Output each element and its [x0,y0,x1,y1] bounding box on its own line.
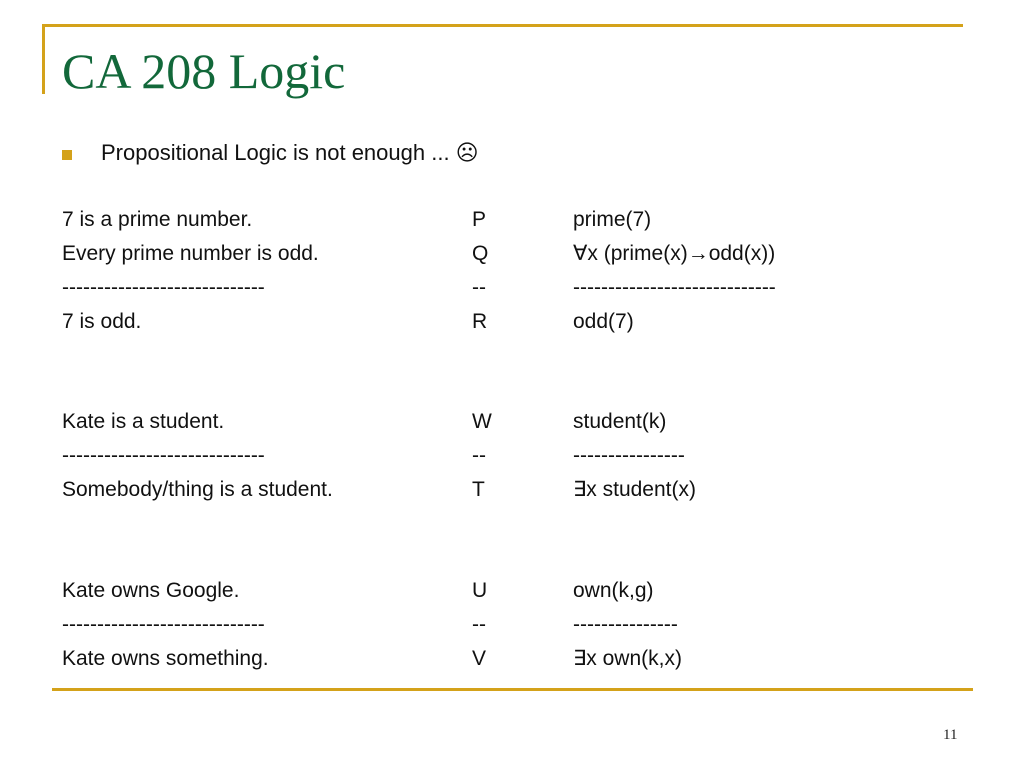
row-5-proposition: T [472,478,485,501]
row-4-sentence: Kate is a student. [62,410,225,433]
separator-1-sentence: ----------------------------- [62,276,265,299]
footer-rule [52,688,973,691]
row-7-proposition: V [472,647,487,670]
separator-1-formula: ----------------------------- [573,276,776,299]
row-2-proposition: Q [472,242,489,265]
row-1-proposition: P [472,208,487,231]
row-7-formula: ∃x own(k,x) [573,647,682,670]
row-1-sentence: 7 is a prime number. [62,208,253,231]
row-2-formula: ∀x (prime(x)→odd(x)) [573,242,776,265]
separator-1-proposition: -- [472,276,486,299]
row-7-sentence: Kate owns something. [62,647,269,670]
row-3-formula: odd(7) [573,310,634,333]
row-3-proposition: R [472,310,488,333]
row-2-sentence: Every prime number is odd. [62,242,319,265]
row-6-formula: own(k,g) [573,579,654,602]
row-5-sentence: Somebody/thing is a student. [62,478,333,501]
separator-3-proposition: -- [472,613,486,636]
separator-2-proposition: -- [472,444,486,467]
bullet-text: Propositional Logic is not enough ... ☹ [101,140,479,165]
slide-title: CA 208 Logic [62,43,346,99]
separator-2-formula: ---------------- [573,444,685,467]
title-left-rule [42,24,45,94]
title-top-rule [42,24,963,27]
separator-3-sentence: ----------------------------- [62,613,265,636]
row-6-sentence: Kate owns Google. [62,579,240,602]
row-3-sentence: 7 is odd. [62,310,142,333]
row-4-formula: student(k) [573,410,667,433]
page-number: 11 [943,727,958,743]
row-1-formula: prime(7) [573,208,652,231]
separator-2-sentence: ----------------------------- [62,444,265,467]
separator-3-formula: --------------- [573,613,678,636]
row-5-formula: ∃x student(x) [573,478,696,501]
bullet-marker [62,150,72,160]
row-4-proposition: W [472,410,492,433]
row-6-proposition: U [472,579,488,602]
